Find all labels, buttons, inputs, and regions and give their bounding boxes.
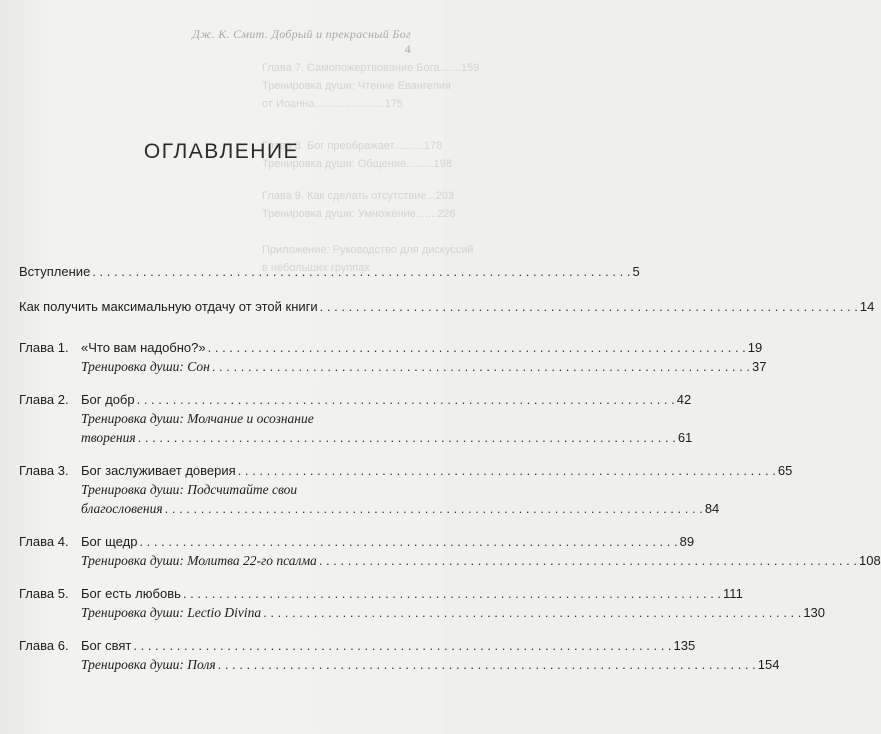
leader-dots bbox=[238, 461, 776, 480]
chapter-title: Бог свят bbox=[81, 638, 132, 653]
toc-entry-title: Как получить максимальную отдачу от этой книги bbox=[19, 299, 318, 314]
toc-page-number: 65 bbox=[777, 463, 793, 478]
toc-page-number: 89 bbox=[679, 534, 695, 549]
toc-chapter-1 bbox=[19, 338, 767, 376]
toc-entry-intro bbox=[19, 262, 640, 281]
exercise-title: Тренировка души: Поля bbox=[81, 657, 216, 672]
toc-page-number: 108 bbox=[858, 553, 881, 568]
leader-dots bbox=[137, 390, 675, 409]
exercise-title: Тренировка души: Lectio Divina bbox=[81, 605, 262, 620]
exercise-title-continued: благословения bbox=[81, 501, 163, 516]
leader-dots bbox=[263, 603, 801, 622]
leader-dots bbox=[208, 338, 746, 357]
chapter-label: Глава 1. bbox=[19, 340, 69, 355]
toc-chapter-3 bbox=[19, 461, 793, 518]
page-number: 4 bbox=[404, 42, 411, 56]
leader-dots bbox=[92, 262, 630, 281]
exercise-title: Тренировка души: Молитва 22-го псалма bbox=[81, 553, 317, 568]
leader-dots bbox=[183, 584, 721, 603]
leader-dots bbox=[319, 551, 857, 570]
toc-entry-how-to bbox=[19, 297, 875, 316]
chapter-label: Глава 2. bbox=[19, 392, 69, 407]
exercise-title: Тренировка души: Сон bbox=[81, 359, 210, 374]
leader-dots bbox=[212, 357, 750, 376]
chapter-title: Бог заслуживает доверия bbox=[81, 463, 236, 478]
toc-page-number: 19 bbox=[747, 340, 763, 355]
running-head-text: Дж. К. Смит. Добрый и прекрасный Бог bbox=[192, 27, 411, 41]
chapter-label: Глава 4. bbox=[19, 534, 69, 549]
toc-page-number: 61 bbox=[677, 430, 693, 445]
toc-chapter-2 bbox=[19, 390, 693, 447]
leader-dots bbox=[218, 655, 756, 674]
chapter-title: «Что вам надобно?» bbox=[81, 340, 206, 355]
toc-entry-title: Вступление bbox=[19, 264, 91, 279]
exercise-title: Тренировка души: Молчание и осознание bbox=[81, 411, 314, 426]
leader-dots bbox=[320, 297, 858, 316]
toc-page-number: 14 bbox=[859, 299, 875, 314]
chapter-title: Бог есть любовь bbox=[81, 586, 181, 601]
chapter-label: Глава 5. bbox=[19, 586, 69, 601]
table-of-contents bbox=[19, 262, 881, 688]
toc-page-number: 37 bbox=[752, 359, 767, 374]
page-title: ОГЛАВЛЕНИЕ bbox=[143, 140, 300, 163]
toc-chapter-5 bbox=[19, 584, 826, 622]
leader-dots bbox=[139, 532, 677, 551]
chapter-label: Глава 3. bbox=[19, 463, 69, 478]
chapter-title: Бог щедр bbox=[81, 534, 138, 549]
toc-chapter-6 bbox=[19, 636, 780, 674]
show-through-text: Глава 7. Самопожертвование Бога.......159 Тренировка души: Чтение Евангелия от Иоанна.......................175 Глава 8. Бог преображает..........178 Тренировка души: Общение.........198 Глава 9. Как сделать отсутствие...203 Тренировка души: Умножение.......226 Приложение: Руководство для дискуссий в небольших группах bbox=[262, 62, 480, 274]
leader-dots bbox=[133, 636, 671, 655]
exercise-title: Тренировка души: Подсчитайте свои bbox=[81, 482, 298, 497]
toc-page-number: 154 bbox=[757, 657, 780, 672]
running-head bbox=[181, 27, 411, 57]
exercise-title-continued: творения bbox=[81, 430, 136, 445]
toc-page-number: 42 bbox=[676, 392, 692, 407]
toc-page-number: 5 bbox=[632, 264, 640, 279]
toc-chapter-4 bbox=[19, 532, 881, 570]
chapter-title: Бог добр bbox=[81, 392, 135, 407]
leader-dots bbox=[165, 499, 703, 518]
toc-page-number: 130 bbox=[803, 605, 826, 620]
toc-page-number: 84 bbox=[704, 501, 720, 516]
chapter-label: Глава 6. bbox=[19, 638, 69, 653]
leader-dots bbox=[138, 428, 676, 447]
toc-page-number: 135 bbox=[673, 638, 696, 653]
toc-page-number: 111 bbox=[723, 586, 743, 601]
